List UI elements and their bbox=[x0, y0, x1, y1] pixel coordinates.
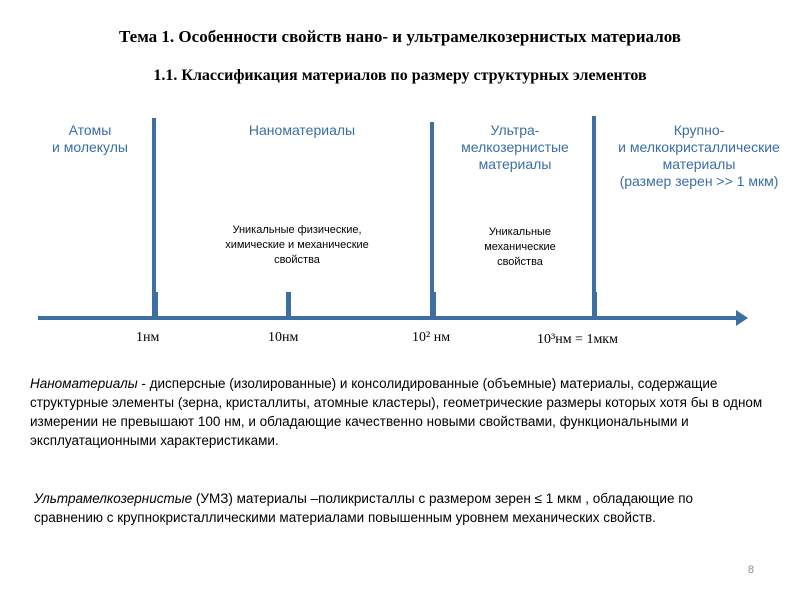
axis-tick-4 bbox=[592, 292, 597, 318]
region-note-ultra-line2: механические bbox=[484, 241, 556, 253]
region-note-ultra-line1: Уникальные bbox=[488, 226, 552, 238]
divider-line-1 bbox=[152, 118, 156, 316]
region-label-coarse-line3: материалы bbox=[662, 156, 736, 172]
region-label-ultra-line1: Ультра- bbox=[490, 122, 540, 138]
region-label-atoms bbox=[32, 122, 148, 156]
region-note-nano bbox=[196, 223, 398, 268]
definition-ultra bbox=[34, 489, 754, 527]
divider-line-3 bbox=[430, 122, 434, 316]
region-label-coarse-line1: Крупно- bbox=[673, 122, 725, 138]
region-label-atoms-line1: Атомы bbox=[68, 122, 112, 138]
axis-tick-3 bbox=[431, 292, 436, 318]
axis-tick-1 bbox=[153, 292, 158, 318]
region-label-coarse bbox=[600, 122, 798, 190]
region-label-coarse-line4: (размер зерен >> 1 мкм) bbox=[619, 173, 779, 189]
definition-ultra-text: (УМЗ) материалы –поликристаллы с размером зерен ≤ 1 мкм , обладающие по сравнению с крупнокристаллическими материалами повышенным уровнем механических свойств. bbox=[34, 491, 694, 525]
region-label-ultra-line2: мелкозернистые bbox=[461, 139, 569, 155]
axis-arrow-icon bbox=[736, 310, 748, 326]
region-label-ultra-line3: материалы bbox=[478, 156, 552, 172]
region-note-ultra-line3: свойства bbox=[497, 256, 543, 268]
region-label-atoms-line2: и молекулы bbox=[52, 139, 128, 155]
region-label-nano-line1: Наноматериалы bbox=[248, 122, 356, 138]
definition-nano bbox=[30, 374, 770, 450]
axis-tick-2 bbox=[286, 292, 291, 318]
definition-nano-term: Наноматериалы bbox=[30, 376, 138, 391]
region-label-coarse-line2: и мелкокристаллические bbox=[618, 139, 780, 155]
size-axis bbox=[38, 316, 738, 320]
axis-label-1mkm: 10³нм = 1мкм bbox=[537, 332, 618, 347]
axis-label-1nm: 1нм bbox=[136, 330, 160, 345]
region-note-ultra bbox=[455, 225, 585, 270]
region-note-nano-line2: химические и механические bbox=[225, 239, 369, 251]
axis-label-10nm: 10нм bbox=[268, 330, 299, 345]
axis-label-100nm: 10² нм bbox=[412, 330, 451, 345]
region-note-nano-line1: Уникальные физические, bbox=[232, 224, 362, 236]
slide-subtitle: 1.1. Классификация материалов по размеру структурных элементов bbox=[153, 67, 647, 84]
page-number: 8 bbox=[747, 564, 754, 576]
slide-title: Тема 1. Особенности свойств нано- и ультрамелкозернистых материалов bbox=[118, 27, 681, 46]
divider-line-4 bbox=[592, 116, 596, 316]
definition-nano-text: - дисперсные (изолированные) и консолидированные (объемные) материалы, содержащие структурные элементы (зерна, кристаллиты, атомные кластеры), геометрические размеры которых хотя бы в одном измерении не превышают 100 нм, и обладающие качественно новыми свойствами, функциональными и эксплуатационными характеристиками. bbox=[30, 376, 763, 448]
region-label-ultra bbox=[440, 122, 590, 173]
region-note-nano-line3: свойства bbox=[274, 254, 320, 266]
definition-ultra-term: Ультрамелкозернистые bbox=[34, 491, 193, 506]
region-label-nano bbox=[212, 122, 392, 139]
